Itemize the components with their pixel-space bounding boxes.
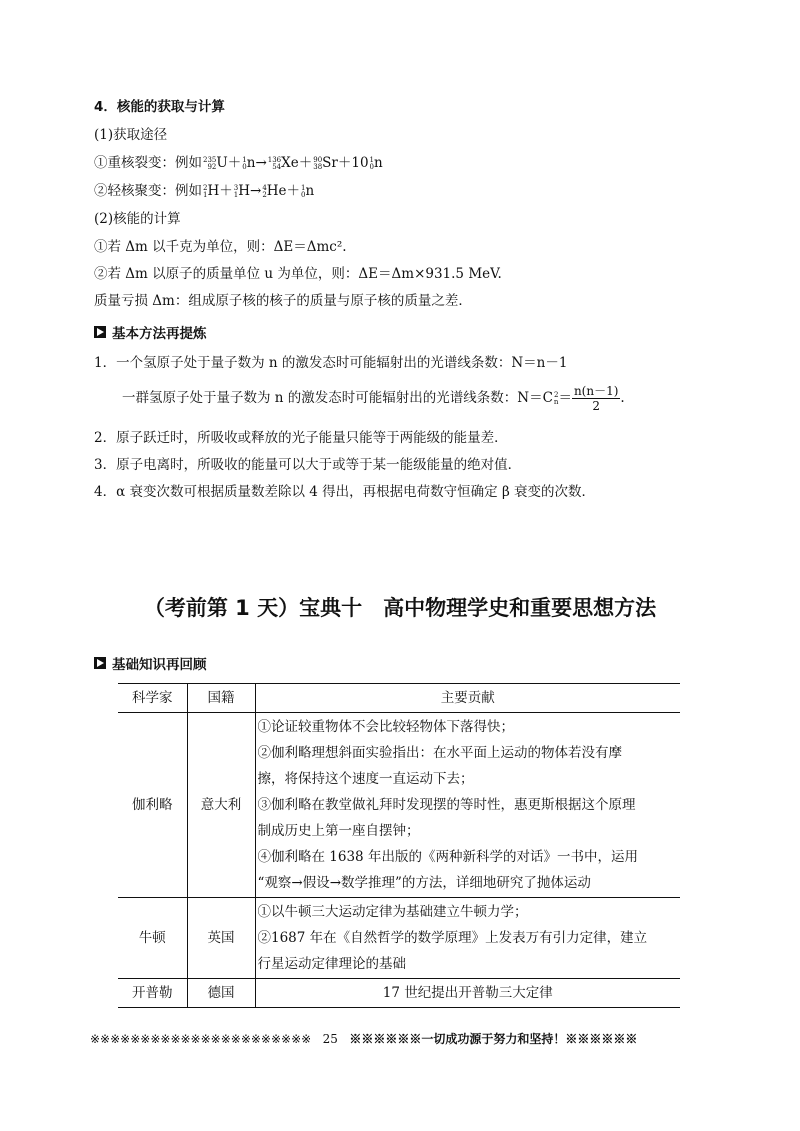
contribution-line: 擦，将保持这个速度一直运动下去； [257,771,474,787]
mass-number: 136 [267,155,282,164]
table-row [118,979,680,1008]
calc-line: ①若 Δm 以千克为单位，则：ΔE＝Δmc². [94,239,347,255]
method-item: 3．原子电离时，所吸收的能量可以大于或等于某一能级能量的绝对值． [94,457,522,473]
fission-equation [94,154,383,172]
scientist-name: 伽利略 [118,713,187,898]
numerator: n(n－1) [573,384,619,398]
operator: → [255,155,267,171]
mass-number: 90 [313,155,323,164]
scientist-name: 牛顿 [118,898,187,979]
method-item: 4．α 衰变次数可根据质量数差除以 4 得出，再根据电荷数守恒确定 β 衰变的次数． [94,484,596,500]
contribution-line: ①以牛顿三大运动定律为基础建立牛顿力学； [257,904,528,920]
element-symbol: n [374,155,383,171]
calc-line: ②若 Δm 以原子的质量单位 u 为单位，则：ΔE＝Δm×931.5 MeV. [94,266,502,282]
text: 一群氢原子处于量子数为 n 的激发态时可能辐射出的光谱线条数：N＝C [122,390,553,406]
fusion-equation [94,182,314,200]
operator: ＋ [286,183,301,199]
equation [202,155,383,171]
contribution [255,979,680,1008]
atomic-number: 92 [207,162,217,171]
footer [90,1030,730,1047]
page-number: 25 [322,1032,338,1046]
mass-defect: 质量亏损 Δm：组成原子核的核子的质量与原子核的质量之差． [94,293,472,309]
nationality: 意大利 [187,713,255,898]
footer-decoration: ※※※※※※※※※※※※※※※※※※※※※※ [90,1032,312,1046]
column-header: 科学家 [118,684,187,713]
element-symbol: H [238,183,250,199]
mass-number: 1 [242,155,247,164]
element-symbol: n [246,155,256,171]
operator: ＋ [219,183,233,199]
mass-number: 2 [203,183,208,192]
contribution-line: 制成历史上第一座自摆钟； [257,823,420,839]
method-item: 1．一个氢原子处于量子数为 n 的激发态时可能辐射出的光谱线条数：N＝n－1 [94,355,568,371]
mass-number: 3 [233,183,239,192]
contribution-line: ②1687 年在《自然哲学的数学原理》上发表万有引力定律，建立 [257,930,648,946]
scientist-name: 开普勒 [118,979,187,1008]
contribution-line: ②伽利略理想斜面实验指出：在水平面上运动的物体若没有摩 [257,745,622,761]
nuclide-numbers [313,157,322,171]
play-triangle-icon [94,326,106,338]
nuclide-numbers [268,157,281,171]
atomic-number: 38 [313,162,323,171]
contribution [255,713,680,898]
label: ②轻核聚变：例如 [94,183,202,199]
contribution-line: ④伽利略在 1638 年出版的《两种新科学的对话》一书中，运用 [257,849,638,865]
section-title: 4．核能的获取与计算 [94,99,225,115]
denominator: 2 [592,399,600,413]
contribution-line: “观察→假设→数学推理”的方法，详细地研究了抛体运动 [257,875,591,891]
contribution-line: ①论证较重物体不会比较轻物体下落得快； [257,719,514,735]
operator: → [250,183,262,199]
methods-heading [94,322,207,342]
mass-number: 1 [369,155,375,164]
table-row [118,713,680,898]
heading-text: 基本方法再提炼 [112,326,207,342]
contribution-line: 行星运动定律理论的基础 [257,956,406,972]
review-heading [94,653,207,673]
element-symbol: H [207,183,220,199]
element-symbol: Sr [322,155,338,171]
method-item: 一群氢原子处于量子数为 n 的激发态时可能辐射出的光谱线条数：N＝C 2 n ＝ $\frac{n(n-1)}{2}$ . [122,384,625,413]
nationality: 英国 [187,898,255,979]
contribution-line: 17 世纪提出开普勒三大定律 [382,985,553,1001]
operator: ＋ [298,155,313,171]
element-symbol: He [266,183,287,199]
element-symbol: Xe [281,155,299,171]
atomic-number: 0 [301,190,306,199]
atomic-number: 1 [233,190,239,199]
label: ①重核裂变：例如 [94,155,202,171]
atomic-number: 54 [272,162,282,171]
atomic-number: 0 [369,162,375,171]
table-row [118,898,680,979]
equation [202,183,314,199]
element-symbol: U [216,155,228,171]
method-item: 2．原子跃迁时，所吸收或释放的光子能量只能等于两能级的能量差． [94,430,508,446]
heading-text: 基础知识再回顾 [112,657,207,673]
subscript: 2 n [553,390,559,406]
mass-number: 4 [262,183,267,192]
element-symbol: n [305,183,315,199]
scientist-table [118,683,680,1008]
atomic-number: 2 [262,190,267,199]
subheading: (2)核能的计算 [94,211,181,227]
subheading: (1)获取途径 [94,127,168,143]
nuclide-numbers [203,157,216,171]
column-header: 主要贡献 [255,684,680,713]
footer-motto: ※※※※※※一切成功源于努力和坚持！※※※※※※ [349,1032,638,1046]
atomic-number: 1 [203,190,208,199]
play-triangle-icon [94,657,106,669]
mass-number: 1 [301,183,306,192]
operator: ＋10 [337,155,369,171]
mass-number: 235 [203,155,217,164]
column-header: 国籍 [187,684,255,713]
nationality: 德国 [187,979,255,1008]
page-heading: （考前第 1 天）宝典十 高中物理学史和重要思想方法 [143,596,657,620]
contribution [255,898,680,979]
operator: ＋ [227,155,242,171]
contribution-line: ③伽利略在教堂做礼拜时发现摆的等时性，惠更斯根据这个原理 [257,797,636,813]
atomic-number: 0 [242,162,247,171]
fraction [572,384,620,413]
